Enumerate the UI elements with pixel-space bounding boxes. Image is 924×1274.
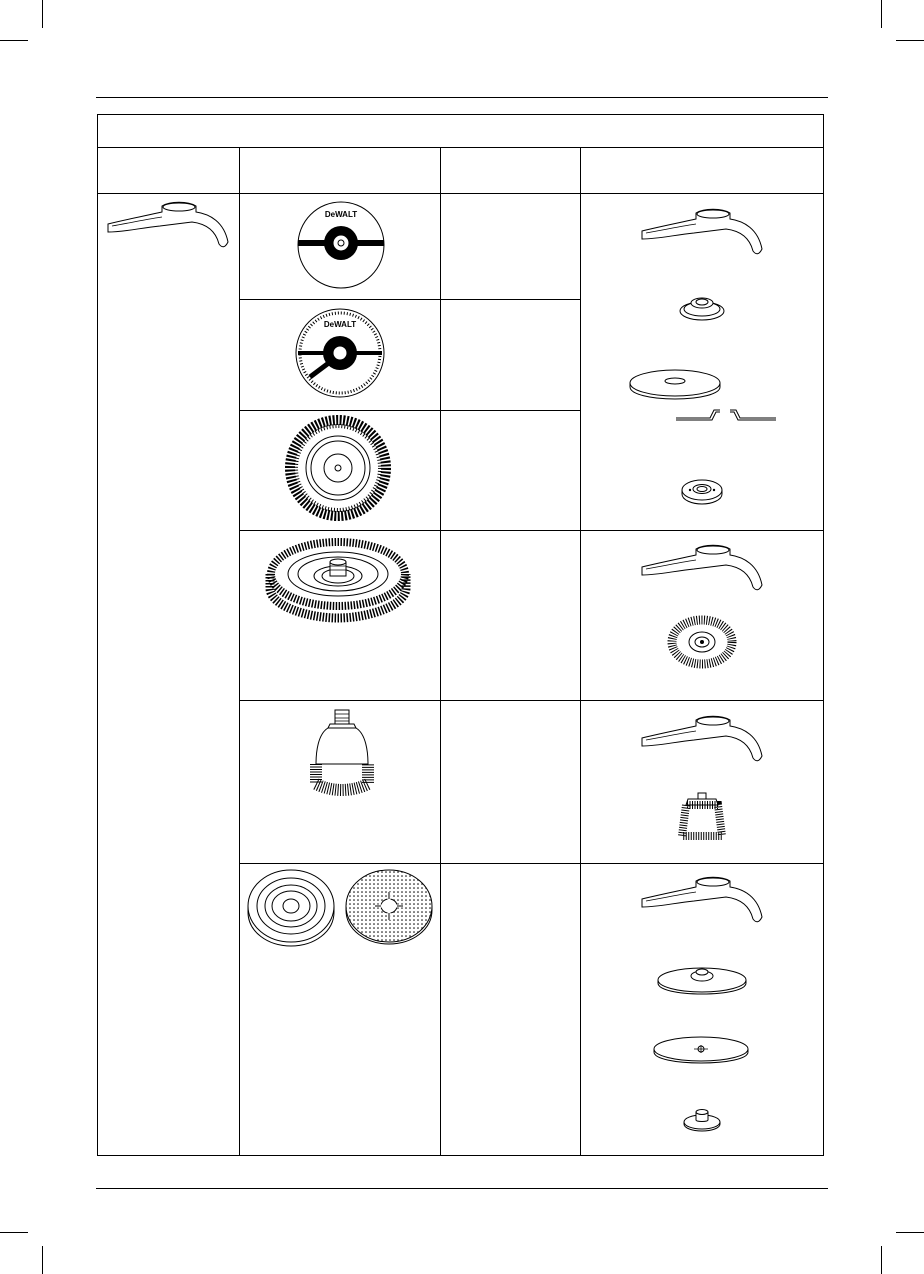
guard-illustration — [638, 200, 766, 262]
crop-mark — [42, 0, 43, 28]
crop-mark — [896, 40, 924, 41]
header-rule — [96, 97, 828, 98]
backing-flange-illustration — [678, 293, 726, 323]
backing-pad-illustration — [246, 866, 336, 948]
sanding-disc-illustration — [344, 866, 434, 948]
header-cell — [240, 148, 440, 192]
backing-pad-small-illustration — [656, 962, 748, 996]
crop-mark — [0, 40, 28, 41]
wire-wheel-illustration — [288, 418, 388, 518]
header-cell — [581, 148, 824, 192]
row-divider — [239, 410, 580, 411]
crop-mark — [881, 0, 882, 28]
crop-mark — [896, 1232, 924, 1233]
crop-mark — [0, 1232, 28, 1233]
row-divider — [239, 299, 580, 300]
pad-nut-illustration — [682, 1106, 722, 1132]
brand-logo: DeWALT — [323, 320, 357, 329]
row-divider — [239, 700, 824, 701]
guard-illustration — [104, 198, 232, 250]
header-cell — [98, 148, 238, 192]
clamp-nut-illustration — [678, 476, 726, 506]
table-caption — [98, 116, 823, 146]
cutting-wheel-illustration — [296, 200, 386, 290]
threaded-wire-wheel-illustration — [268, 538, 408, 620]
row-divider — [239, 863, 824, 864]
guard-illustration — [638, 538, 766, 596]
column-divider — [580, 147, 581, 1156]
diamond-wheel-illustration — [294, 307, 386, 399]
spacer-disc-illustration — [628, 368, 722, 402]
crop-mark — [42, 1246, 43, 1274]
guard-illustration — [638, 708, 766, 768]
brand-logo: DeWALT — [324, 210, 358, 219]
wire-cup-small-illustration — [678, 792, 726, 838]
sanding-disc-small-illustration — [652, 1034, 750, 1066]
crop-mark — [881, 1246, 882, 1274]
guard-illustration — [638, 870, 766, 928]
header-cell — [441, 148, 580, 192]
spacer-profile-illustration — [674, 406, 778, 422]
row-divider — [97, 193, 824, 194]
wire-wheel-small-illustration — [670, 618, 734, 666]
wire-cup-brush-illustration — [312, 708, 372, 792]
footer-rule — [96, 1188, 828, 1189]
row-divider — [239, 530, 824, 531]
